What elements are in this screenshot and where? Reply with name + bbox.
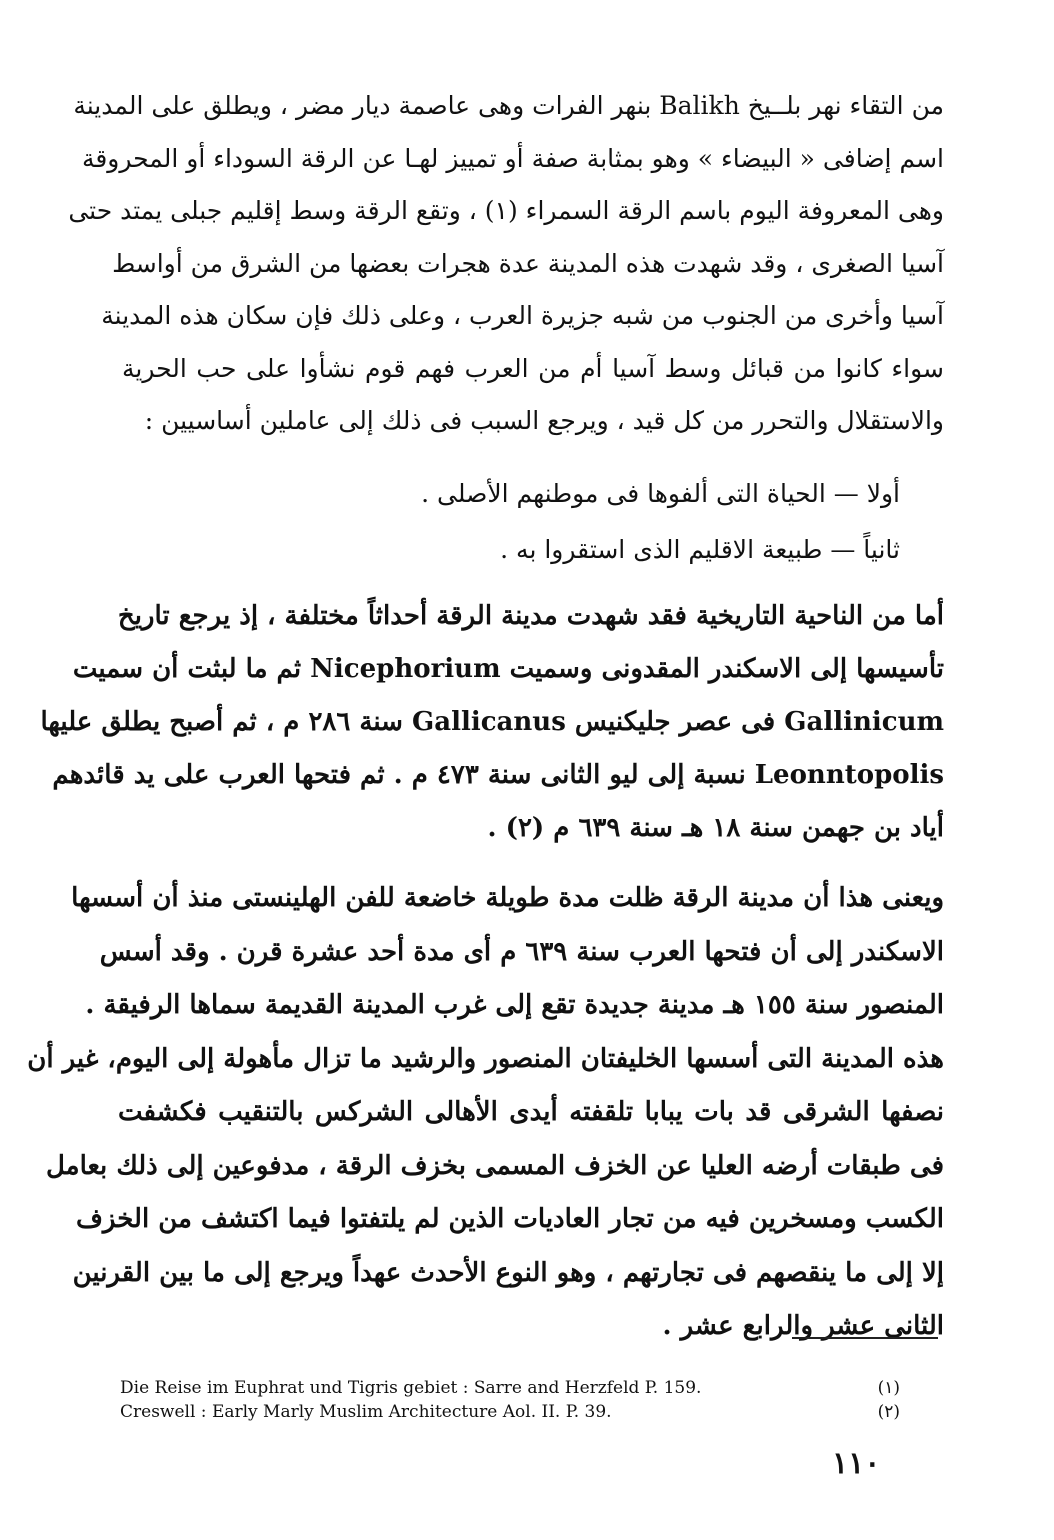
text-line: سواء كانوا من قبائل وسط آسيا أم من العرب فهم قوم نشأوا على حب الحرية: [122, 353, 944, 383]
text-line: والاستقلال والتحرر من كل قيد ، ويرجع السبب فى ذلك إلى عاملين أساسيين :: [144, 406, 944, 435]
footnote-text: Die Reise im Euphrat und Tigris gebiet : Sarre and Herzfeld P. 159.: [120, 1378, 702, 1398]
footnote-marker: (٢): [877, 1402, 900, 1422]
text-line: الثانى عشر والرابع عشر .: [662, 1311, 944, 1341]
footnote-2: [120, 1400, 940, 1424]
text-line: المنصور سنة ١٥٥ هـ مدينة جديدة تقع إلى غرب المدينة القديمة سماها الرفيقة .: [85, 990, 944, 1020]
text-line: من التقاء نهر بلــيخ Balikh بنهر الفرات وهى عاصمة ديار مضر ، ويطلق على المدينة: [73, 91, 944, 120]
text-line: هذه المدينة التى أسسها الخليفتان المنصور والرشيد ما تزال مأهولة إلى اليوم، غير أن: [27, 1043, 944, 1074]
text-line: الاسكندر إلى أن فتحها العرب سنة ٦٣٩ م أى مدة أحد عشرة قرن . وقد أسس: [99, 936, 944, 967]
text-line: وهى المعروفة اليوم باسم الرقة السمراء (١) ، وتقع الرقة وسط إقليم جبلى يمتد حتى: [68, 196, 944, 225]
footnote-marker: (١): [877, 1378, 900, 1398]
text-line: أياد بن جهمن سنة ١٨ هـ سنة ٦٣٩ م (٢) .: [487, 813, 944, 843]
factors-list: [180, 466, 900, 578]
text-line: Gallinicum فى عصر جليكنيس Gallicanus سنة ٢٨٦ م ، ثم أصبح يطلق عليها: [40, 707, 944, 737]
text-line: فى طبقات أرضه العليا عن الخزف المسمى بخزف الرقة ، مدفوعين إلى ذلك بعامل: [45, 1150, 944, 1181]
text-line: إلا إلى ما ينقصهم فى تجارتهم ، وهو النوع الأحدث عهداً ويرجع إلى ما بين القرنين: [72, 1257, 944, 1288]
text-line: اسم إضافى « البيضاء » وهو بمثابة صفة أو تمييز لهـا عن الرقة السوداء أو المحروقة: [81, 143, 944, 173]
text-line: نصفها الشرقى قد بات يبابا تلقفته أيدى الأهالى الشركس بالتنقيب فكشفت: [118, 1097, 944, 1127]
footnote-text: Creswell : Early Marly Muslim Architecture Aol. II. P. 39.: [120, 1402, 612, 1422]
text-line: ويعنى هذا أن مدينة الرقة ظلت مدة طويلة خاضعة للفن الهلينستى منذ أن أسسها: [71, 883, 944, 913]
text-line: آسيا الصغرى ، وقد شهدت هذه المدينة عدة هجرات بعضها من الشرق من أواسط: [112, 248, 944, 278]
text-line: أما من الناحية التاريخية فقد شهدت مدينة الرقة أحداثاً مختلفة ، إذ يرجع تاريخ: [117, 601, 944, 631]
footnote-divider: [792, 1337, 938, 1339]
text-line: آسيا وأخرى من الجنوب من شبه جزيرة العرب ، وعلى ذلك فإن سكان هذه المدينة: [101, 301, 944, 330]
paragraph-2: [40, 590, 944, 855]
paragraph-3: [27, 872, 944, 1354]
text-line: تأسيسها إلى الاسكندر المقدونى وسميت Nicephorium ثم ما لبثت أن سميت: [72, 654, 944, 684]
list-item: ثانياً — طبيعة الاقليم الذى استقروا به .: [500, 535, 900, 564]
text-line: Leonntopolis نسبة إلى ليو الثانى سنة ٤٧٣ م . ثم فتحها العرب على يد قائدهم: [52, 760, 944, 790]
page-number: ١١٠: [832, 1446, 881, 1481]
paragraph-1: [68, 80, 944, 448]
footnote-1: [120, 1376, 940, 1400]
list-item: أولا — الحياة التى ألفوها فى موطنهم الأصلى .: [421, 479, 900, 508]
text-line: الكسب ومسخرين فيه من تجار العاديات الذين لم يلتفتوا فيما اكتشف من الخزف: [75, 1204, 944, 1234]
